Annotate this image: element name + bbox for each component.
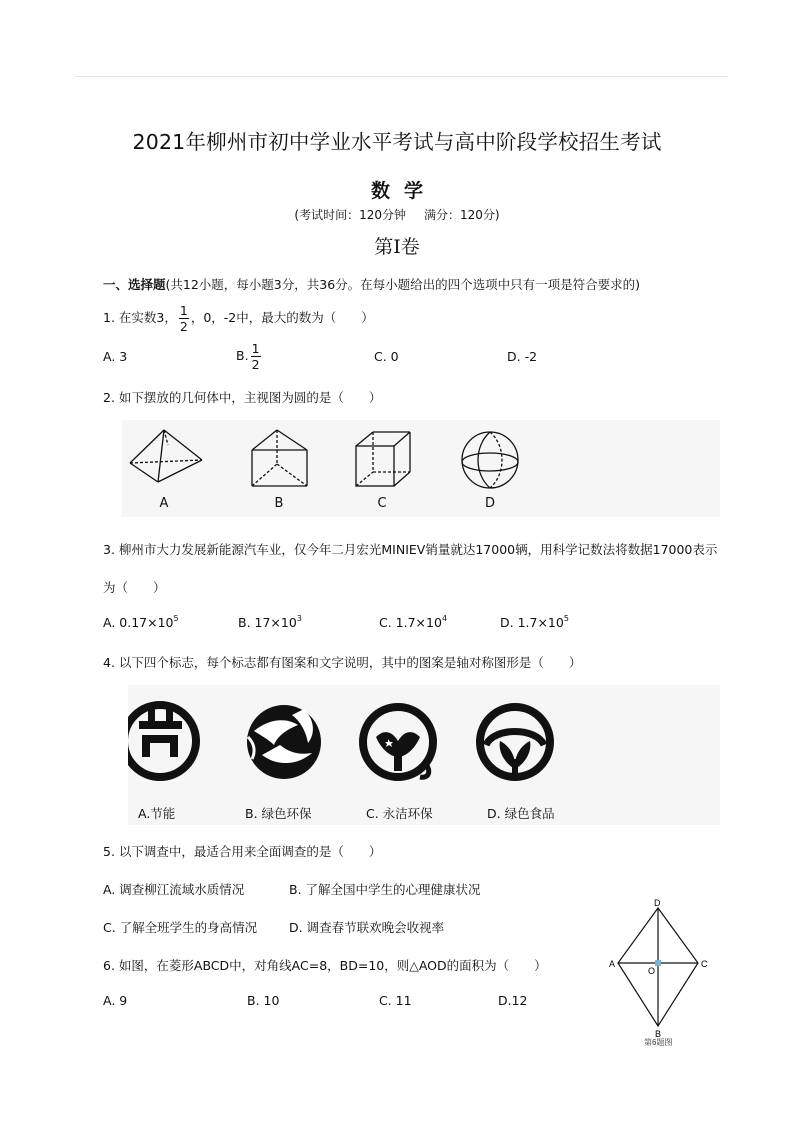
q3-option-d-base: D. 1.7×10	[500, 615, 564, 630]
question-6-stem: 6. 如图，在菱形ABCD中，对角线AC=8，BD=10，则△AOD的面积为（ ）	[103, 958, 547, 973]
question-3-stem-line1: 3. 柳州市大力发展新能源汽车业，仅今年二月宏光MINIEV销量就达17000辆，用科学记数法将数据17000表示	[103, 542, 718, 557]
section-label: 一、选择题	[103, 277, 166, 292]
question-4-stem: 4. 以下四个标志，每个标志都有图案和文字说明，其中的图案是轴对称图形是（ ）	[103, 655, 582, 670]
question-5-stem: 5. 以下调查中，最适合用来全面调查的是（ ）	[103, 844, 382, 859]
prism-icon	[252, 430, 307, 486]
q3-option-a-exponent: 5	[173, 614, 179, 623]
solid-label-c: C	[377, 496, 387, 511]
energy-saving-logo-icon	[128, 705, 196, 777]
logo-label-b: B. 绿色环保	[245, 806, 312, 821]
q5-option-a: A. 调查柳江流域水质情况	[103, 882, 245, 897]
top-rule	[75, 76, 728, 77]
q3-option-d-exponent: 5	[563, 614, 569, 623]
q1-fraction	[179, 303, 189, 334]
point-o-label: O	[648, 966, 656, 976]
fraction-numerator: 1	[179, 303, 188, 318]
full-score: 满分：120分)	[424, 208, 500, 222]
exam-title: 2021年柳州市初中学业水平考试与高中阶段学校招生考试	[132, 130, 662, 154]
fraction-numerator: 1	[251, 341, 260, 356]
point-c-label: C	[701, 959, 708, 969]
q6-option-b: B. 10	[247, 993, 280, 1008]
rhombus-figure	[606, 896, 718, 1046]
cube-icon	[356, 432, 410, 486]
q5-option-c: C. 了解全班学生的身高情况	[103, 920, 258, 935]
q1-option-a: A. 3	[103, 349, 128, 364]
green-environment-logo-icon	[247, 705, 321, 779]
question-3-stem-line2: 为（ ）	[103, 580, 166, 595]
q5-option-b: B. 了解全国中学生的心理健康状况	[289, 882, 481, 897]
pyramid-icon	[130, 430, 202, 482]
q3-option-a	[103, 615, 179, 630]
q1-option-b-fraction	[251, 341, 261, 372]
q1-stem-a: 1. 在实数3，	[103, 310, 177, 325]
q1-option-d: D. -2	[507, 349, 538, 364]
q6-option-d: D.12	[498, 993, 528, 1008]
q3-option-b-base: B. 17×10	[238, 615, 297, 630]
solid-label-d: D	[484, 496, 495, 511]
question-2-stem: 2. 如下摆放的几何体中，主视图为圆的是（ ）	[103, 390, 382, 405]
green-food-logo-icon	[480, 707, 550, 777]
volume-heading: 第Ⅰ卷	[374, 236, 420, 258]
q6-option-a: A. 9	[103, 993, 128, 1008]
subject-heading: 数学	[370, 180, 437, 202]
point-a-label: A	[609, 959, 616, 969]
q5-option-d: D. 调查春节联欢晚会收视率	[289, 920, 445, 935]
fraction-denominator: 2	[179, 319, 188, 334]
fraction-denominator: 2	[251, 357, 260, 372]
solid-label-b: B	[274, 496, 284, 511]
logo-label-c: C. 永洁环保	[366, 806, 433, 821]
q3-option-d	[500, 615, 569, 630]
q1-option-c: C. 0	[374, 349, 399, 364]
right-angle-mark	[655, 960, 661, 966]
q3-option-c-base: C. 1.7×10	[379, 615, 442, 630]
exam-info	[0, 206, 794, 223]
logo-label-a: A.节能	[138, 806, 176, 821]
solids-figure	[122, 420, 720, 517]
q3-option-c-exponent: 4	[441, 614, 448, 623]
section-desc: (共12小题，每小题3分，共36分。在每小题给出的四个选项中只有一项是符合要求的)	[165, 277, 641, 292]
q3-option-a-base: A. 0.17×10	[103, 615, 174, 630]
q1-option-b	[236, 341, 263, 372]
q3-option-b-exponent: 3	[296, 614, 302, 623]
clean-environment-logo-icon	[363, 707, 433, 777]
solid-label-a: A	[159, 496, 169, 511]
logo-label-d: D. 绿色食品	[487, 806, 555, 821]
q6-option-c: C. 11	[379, 993, 412, 1008]
q1-stem-b: ，0，-2中，最大的数为（ ）	[190, 310, 374, 325]
q3-option-c	[379, 615, 447, 630]
question-1-stem	[103, 303, 374, 334]
point-b-label: B	[655, 1029, 662, 1039]
section-heading	[103, 275, 640, 293]
figure-caption: 第6题图	[644, 1038, 673, 1046]
q3-option-b	[238, 615, 302, 630]
exam-time: (考试时间：120分钟	[294, 208, 406, 222]
sphere-icon	[462, 432, 518, 488]
point-d-label: D	[654, 898, 661, 908]
q1-option-b-prefix: B.	[236, 348, 249, 363]
